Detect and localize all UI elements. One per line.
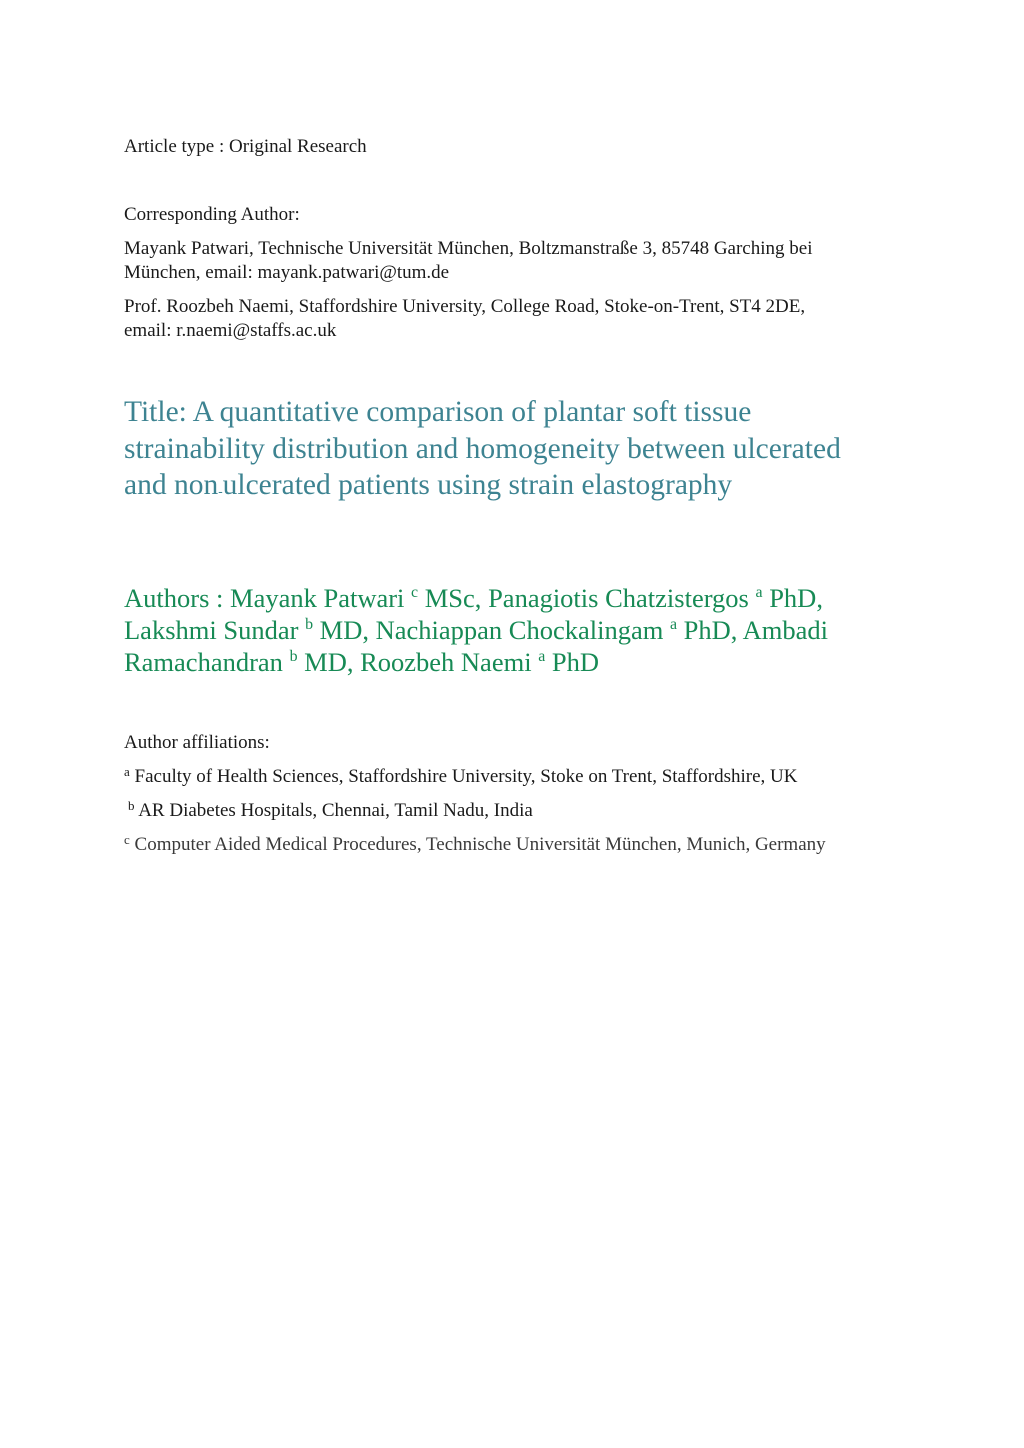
- corresponding-heading: Corresponding Author:: [124, 204, 300, 225]
- article-title: [124, 394, 924, 510]
- author-line-2: Lakshmi Sundar $^b$ MD, Nachiappan Chockalingam $^a$ PhD, Ambadi: [124, 615, 828, 645]
- author-list: [124, 582, 924, 678]
- author-line-1: Authors : Mayank Patwari $^c$ MSc, Panagiotis Chatzistergos $^a$ PhD,: [124, 583, 823, 613]
- affiliation-b: $^b$ AR Diabetes Hospitals, Chennai, Tamil Nadu, India: [128, 798, 533, 821]
- title-line-1: Title: A quantitative comparison of plantar soft tissue: [124, 396, 752, 428]
- title-line-2: strainability distribution and homogeneity between ulcerated: [124, 432, 841, 465]
- affiliation-c: $^c$ Computer Aided Medical Procedures, Technische Universität München, Munich, Germany: [124, 832, 826, 855]
- affiliations-heading: Author affiliations:: [124, 732, 270, 753]
- corresponding-author-2-line-1: Prof. Roozbeh Naemi, Staffordshire University, College Road, Stoke-on-Trent, ST4 2DE,: [124, 296, 806, 317]
- article-type: Article type : Original Research: [124, 136, 367, 157]
- title-line-3: and non-ulcerated patients using strain elastography: [124, 469, 733, 501]
- author-line-3: Ramachandran $^b$ MD, Roozbeh Naemi $^a$ PhD: [124, 647, 600, 677]
- affiliation-a: $^a$ Faculty of Health Sciences, Staffordshire University, Stoke on Trent, Staffordshire, UK: [124, 764, 798, 787]
- corresponding-author-1-line-1: Mayank Patwari, Technische Universität München, Boltzmanstraße 3, 85748 Garching bei: [124, 238, 813, 259]
- corresponding-author-1-line-2: München, email: mayank.patwari@tum.de: [124, 262, 450, 283]
- corresponding-author-2-line-2: email: r.naemi@staffs.ac.uk: [124, 320, 337, 341]
